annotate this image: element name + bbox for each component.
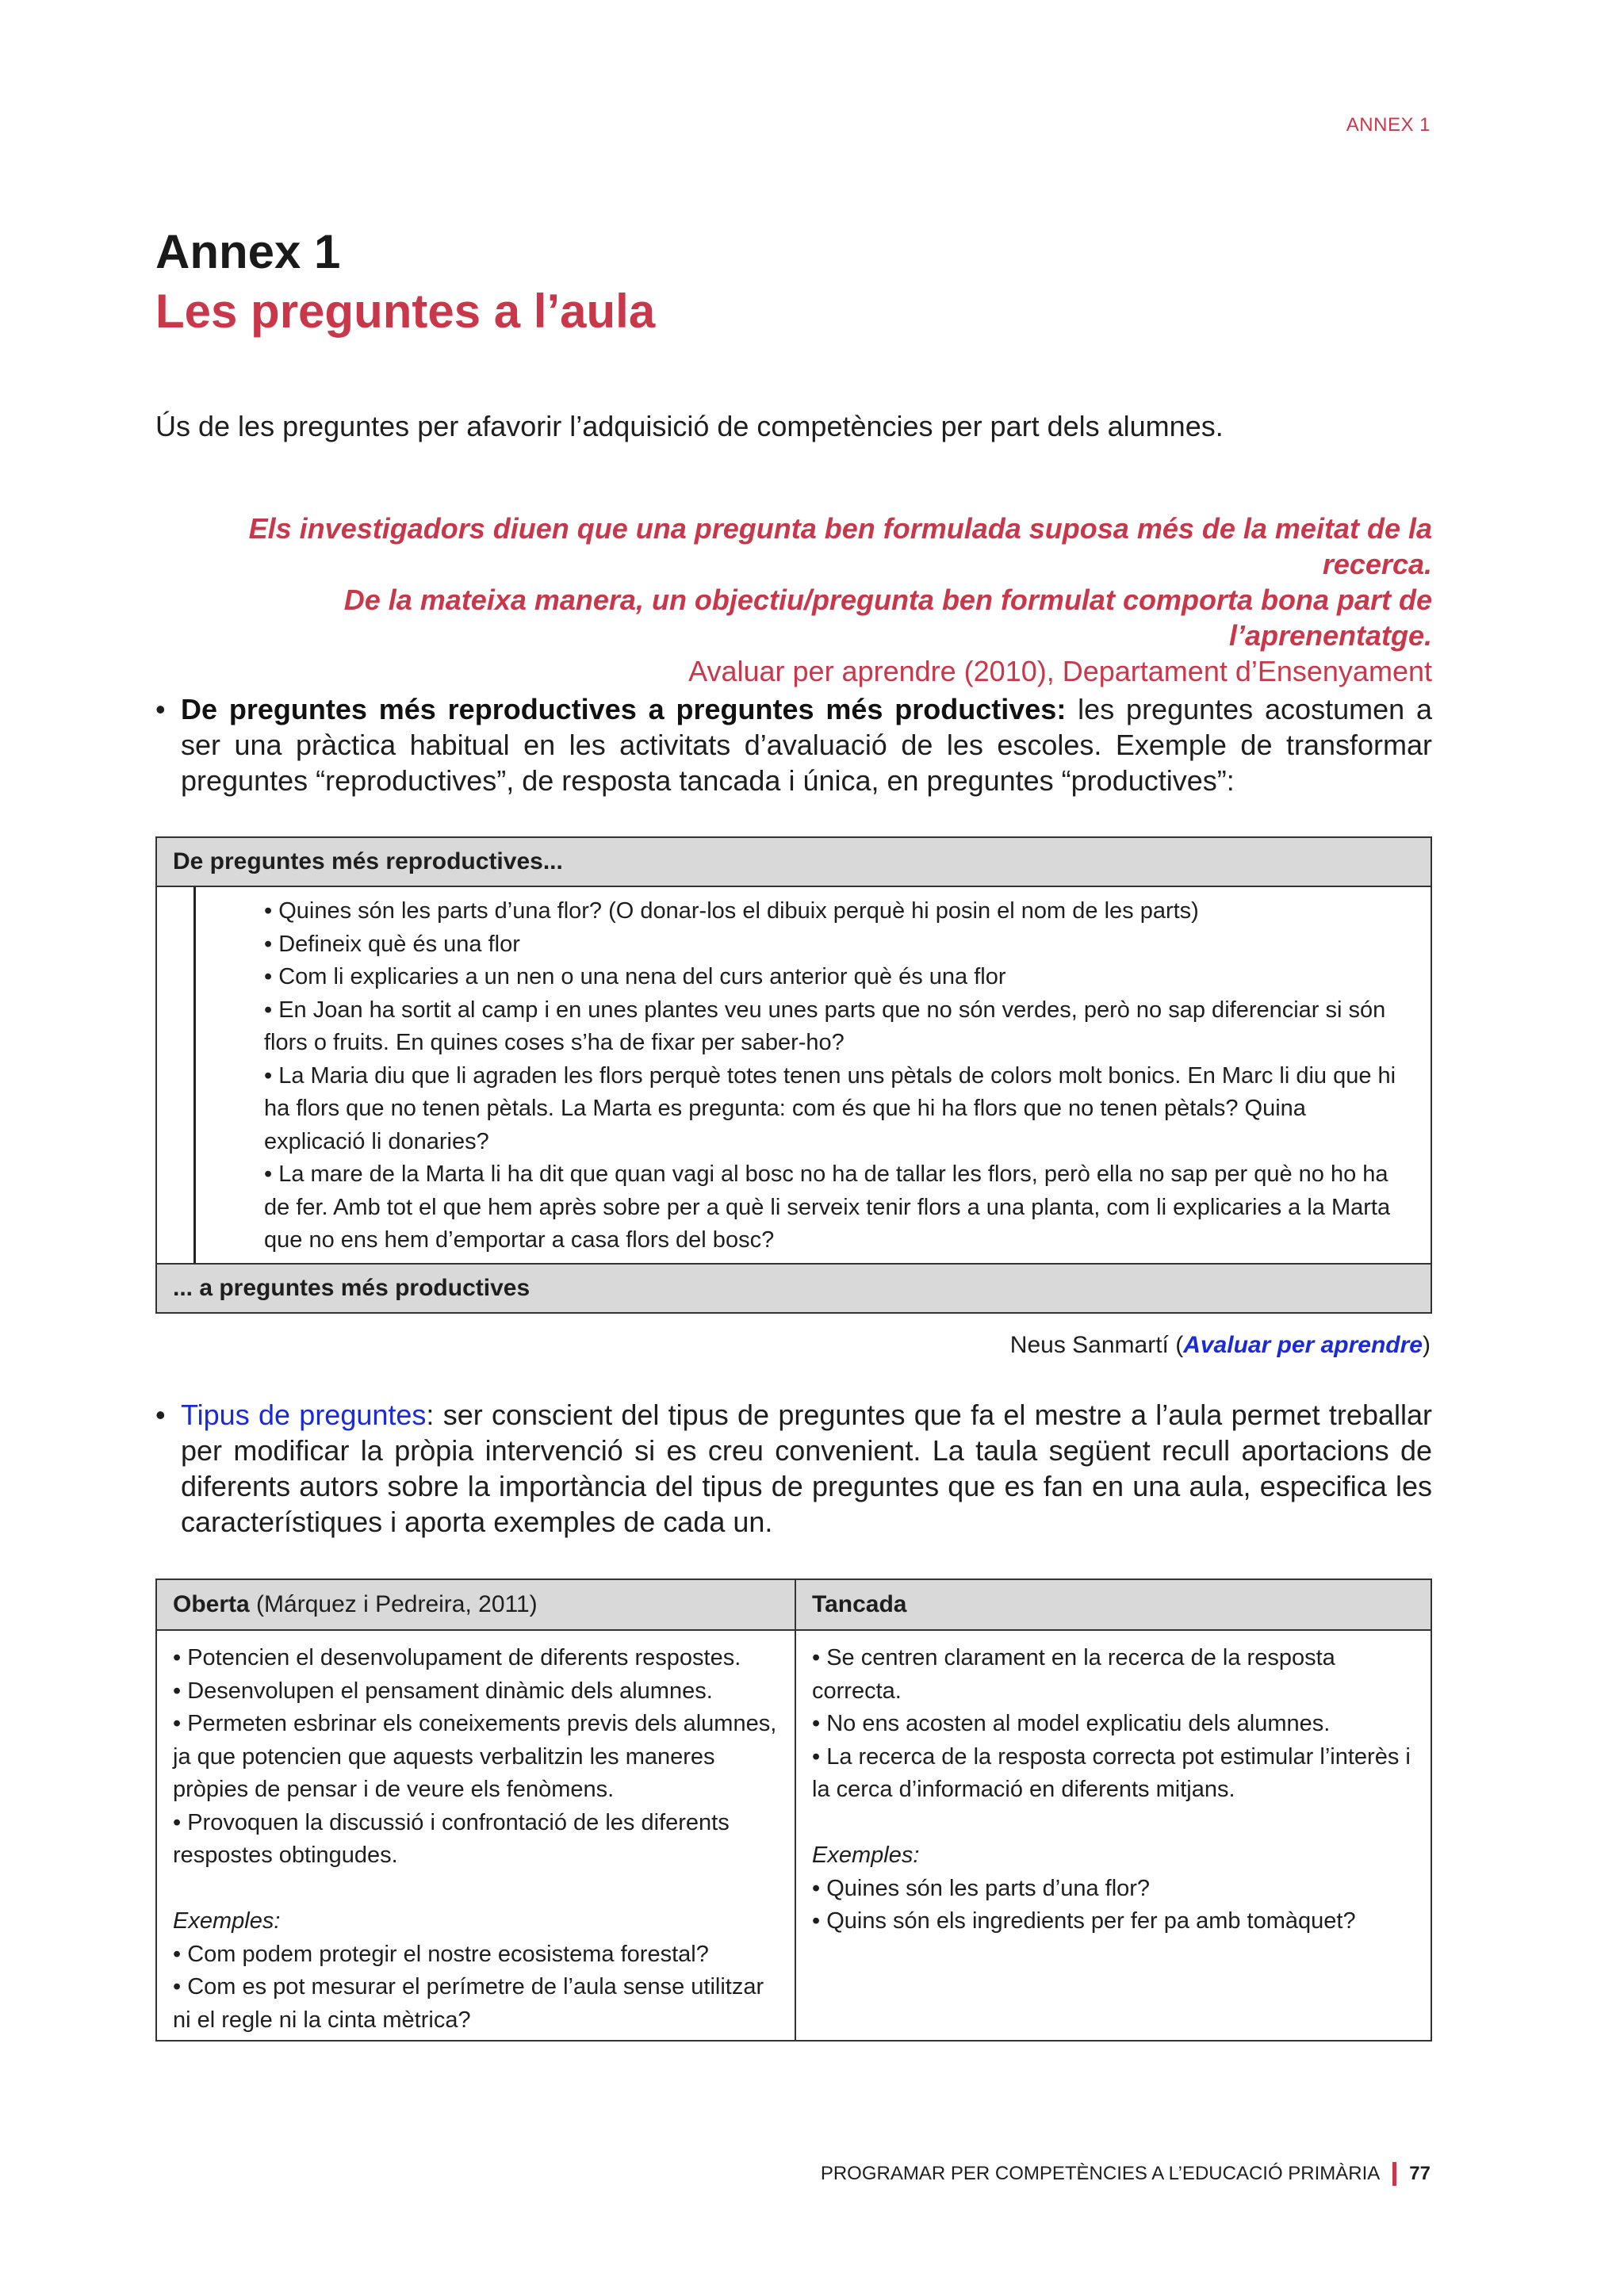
- header-open-citation: (Márquez i Pedreira, 2011): [249, 1591, 538, 1617]
- bullet-body: : ser conscient del tipus de preguntes que fa el mestre a l’aula permet treballar per modificar la pròpia intervenció si es creu convenient. La taula següent recull aportacions de diferents autors sobre la importància del tipus de preguntes que es fan en una aula, especifica les característiques i aporta exemples de cada un.: [181, 1399, 1432, 1538]
- progression-arrow-line: [193, 887, 196, 1293]
- table2-header-open: [157, 1580, 795, 1629]
- open-item: • Desenvolupen el pensament dinàmic dels alumnes.: [173, 1678, 713, 1704]
- page-subtitle: Les preguntes a l’aula: [155, 285, 656, 338]
- question-types-table: [155, 1578, 1432, 2042]
- table2-closed-column: [812, 1642, 1415, 1938]
- quote-source: Avaluar per aprendre (2010), Departament d’Ensenyament: [688, 655, 1432, 687]
- attribution-author: Neus Sanmartí (: [1009, 1332, 1184, 1358]
- table2-open-column: [173, 1642, 783, 2037]
- table1-body: [264, 895, 1406, 1257]
- table1-footer: ... a preguntes més productives: [157, 1263, 1431, 1312]
- table1-item: • Com li explicaries a un nen o una nena del curs anterior què és una flor: [264, 964, 1006, 989]
- open-example: • Com es pot mesurar el perímetre de l’aula sense utilitzar ni el regle ni la cinta mètrica?: [173, 1974, 764, 2033]
- closed-example: • Quins són els ingredients per fer pa amb tomàquet?: [812, 1908, 1356, 1934]
- closed-examples-label: Exemples:: [812, 1843, 920, 1868]
- table2-header-closed: Tancada: [812, 1591, 907, 1617]
- footer-separator: [1392, 2162, 1396, 2186]
- table2-header-row: [157, 1580, 1431, 1631]
- closed-example: • Quines són les parts d’una flor?: [812, 1875, 1151, 1901]
- question-types-link[interactable]: Tipus de preguntes: [181, 1399, 427, 1431]
- closed-item: • La recerca de la resposta correcta pot estimular l’interès i la cerca d’informació en diferents mitjans.: [812, 1743, 1411, 1802]
- table2-column-divider: [795, 1580, 796, 2040]
- table1-item: • En Joan ha sortit al camp i en unes plantes veu unes parts que no són verdes, però no sap diferenciar si són flors o fruits. En quines coses s’ha de fixar per saber-ho?: [264, 997, 1386, 1055]
- intro-paragraph: Ús de les preguntes per afavorir l’adquisició de competències per part dels alumnes.: [155, 410, 1224, 442]
- bullet-dot: •: [155, 1399, 166, 1431]
- open-item: • Permeten esbrinar els coneixements previs dels alumnes, ja que potencien que aquests verbalitzin les maneres pròpies de pensar i de veure els fenòmens.: [173, 1711, 777, 1802]
- quote-line-2: De la mateixa manera, un objectiu/pregunta ben formulat comporta bona part de l’aprenentatge.: [343, 584, 1432, 652]
- page-title: Annex 1: [155, 225, 341, 278]
- header-open-bold: Oberta: [173, 1591, 250, 1617]
- table1-header: De preguntes més reproductives...: [157, 838, 1431, 887]
- bullet-body: les preguntes acostumen a ser una pràctica habitual en les activitats d’avaluació de les escoles. Exemple de transformar preguntes “reproductives”, de resposta tancada i única, en preguntes “productives”:: [181, 693, 1432, 797]
- attribution-close: ): [1423, 1332, 1431, 1358]
- bullet-dot: •: [155, 693, 166, 725]
- bullet-reproductive-productive: [155, 691, 1432, 798]
- open-examples-label: Exemples:: [173, 1908, 281, 1934]
- reproductive-productive-table: [155, 836, 1432, 1314]
- bullet-text: [181, 1397, 1432, 1540]
- running-head: ANNEX 1: [1346, 114, 1431, 136]
- attribution-link[interactable]: Avaluar per aprendre: [1183, 1332, 1423, 1358]
- quote-line-1: Els investigadors diuen que una pregunta ben formulada suposa més de la meitat de la recerca.: [248, 512, 1432, 580]
- table1-item: • Defineix què és una flor: [264, 931, 520, 957]
- closed-item: • No ens acosten al model explicatiu dels alumnes.: [812, 1711, 1331, 1736]
- table1-item: • Quines són les parts d’una flor? (O donar-los el dibuix perquè hi posin el nom de les parts): [264, 898, 1199, 924]
- table1-item: • La Maria diu que li agraden les flors perquè totes tenen uns pètals de colors molt bonics. En Marc li diu que hi ha flors que no tenen pètals. La Marta es pregunta: com és que hi ha flors que no tenen pètals? Quina explicació li donaries?: [264, 1062, 1396, 1154]
- attribution: [1010, 1332, 1431, 1359]
- closed-item: • Se centren clarament en la recerca de la resposta correcta.: [812, 1645, 1335, 1704]
- epigraph-quote: [155, 511, 1432, 689]
- table1-item: • La mare de la Marta li ha dit que quan vagi al bosc no ha de tallar les flors, però ella no sap per què no ho ha de fer. Amb tot el que hem après sobre per a què li serveix tenir flors a una planta, com li explicaries a la Marta que no ens hem d’emportar a casa flors del bosc?: [264, 1161, 1391, 1253]
- page-footer: [821, 2162, 1431, 2186]
- bullet-question-types: [155, 1397, 1432, 1540]
- bullet-bold-lead: De preguntes més reproductives a preguntes més productives:: [181, 693, 1067, 725]
- open-item: • Potencien el desenvolupament de diferents respostes.: [173, 1645, 741, 1670]
- open-item: • Provoquen la discussió i confrontació de les diferents respostes obtingudes.: [173, 1809, 730, 1868]
- bullet-text: [181, 691, 1432, 798]
- page-number: 77: [1409, 2163, 1431, 2184]
- open-example: • Com podem protegir el nostre ecosistema forestal?: [173, 1941, 709, 1967]
- footer-title: PROGRAMAR PER COMPETÈNCIES A L’EDUCACIÓ PRIMÀRIA: [820, 2163, 1381, 2184]
